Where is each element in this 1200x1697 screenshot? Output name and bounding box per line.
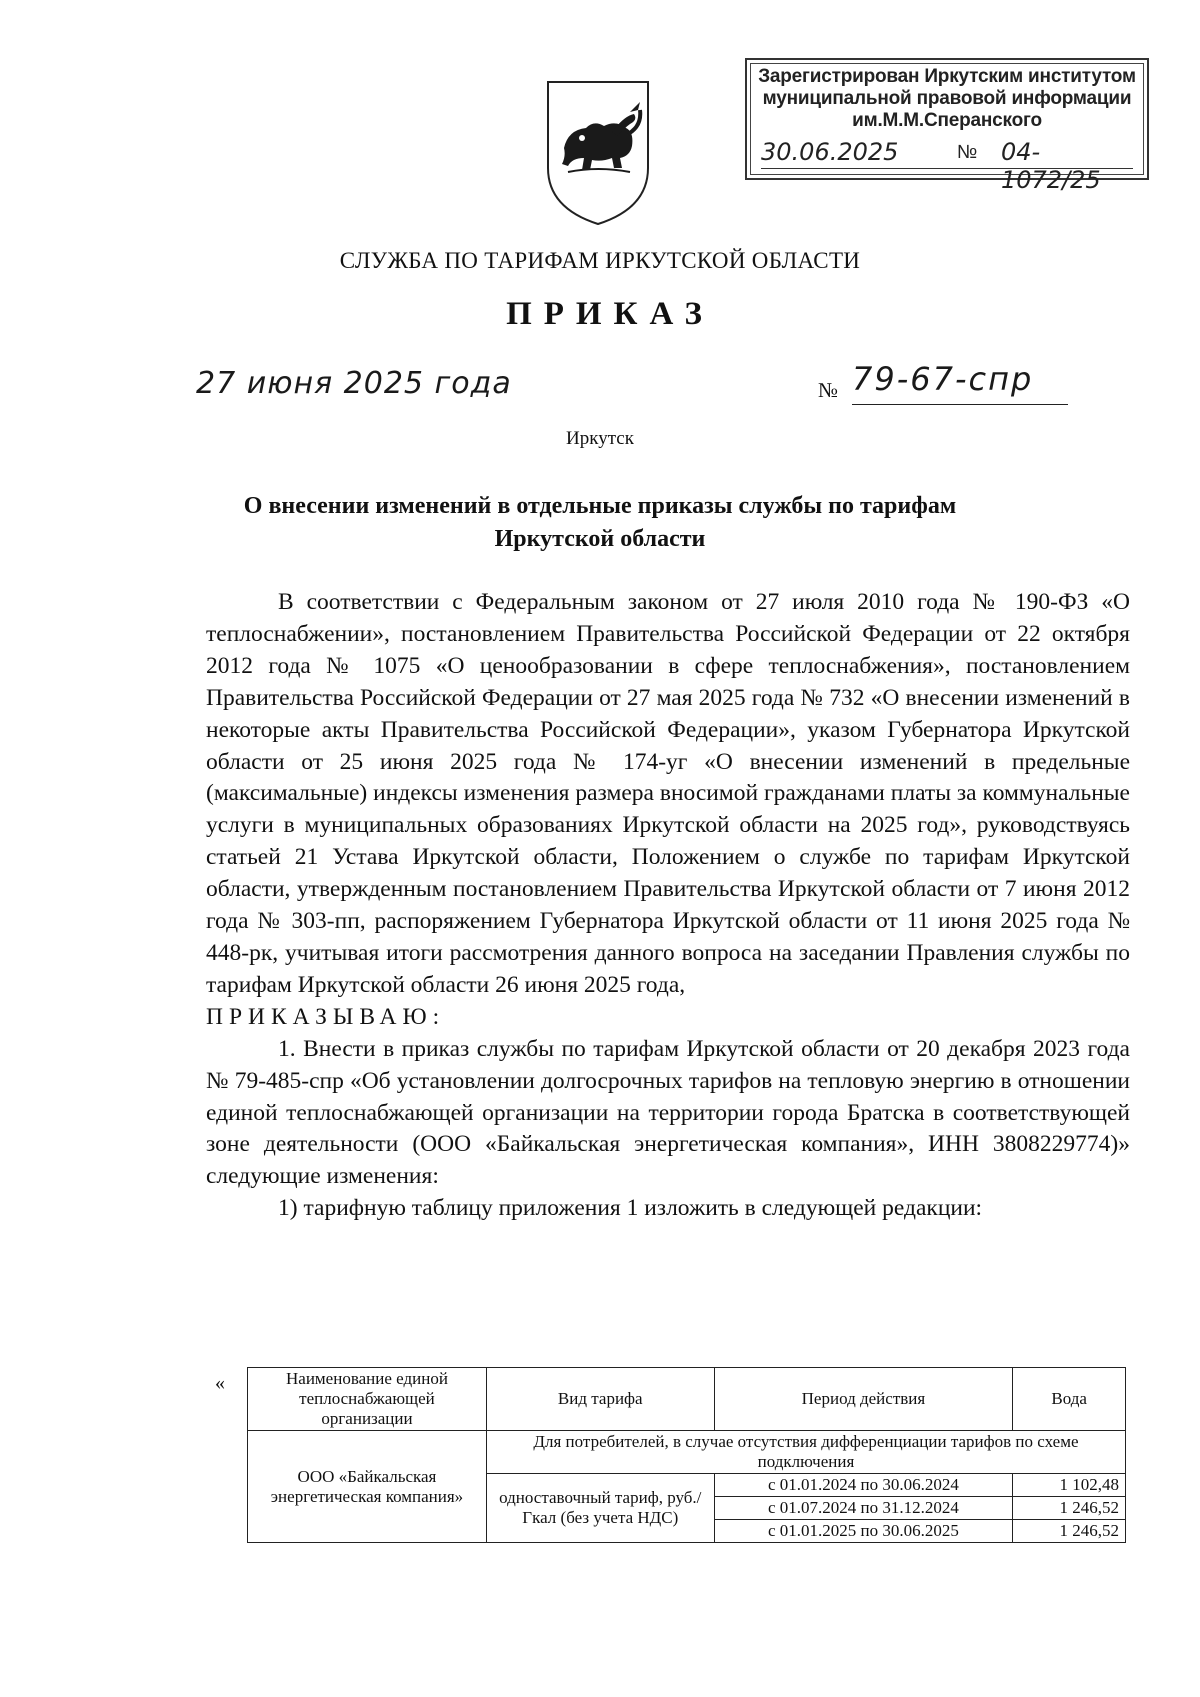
group-label-cell: Для потребителей, в случае отсутствия дифференциации тарифов по схеме подключения <box>486 1431 1125 1474</box>
document-title <box>150 490 1050 556</box>
stamp-registration-date: 30.06.2025 <box>761 138 899 166</box>
value-cell: 1 102,48 <box>1013 1474 1126 1497</box>
order-number: 79-67-спр <box>852 360 1034 398</box>
stamp-registration-row <box>761 138 1133 194</box>
stamp-registration-number: 04-1072/25 <box>1001 138 1101 194</box>
value-cell: 1 246,52 <box>1013 1520 1126 1543</box>
table-header-row <box>248 1368 1126 1431</box>
agency-name: СЛУЖБА ПО ТАРИФАМ ИРКУТСКОЙ ОБЛАСТИ <box>339 248 861 273</box>
header-period: Период действия <box>714 1368 1013 1431</box>
subitem-1-paragraph: 1) тарифную таблицу приложения 1 изложить в следующей редакции: <box>278 1195 983 1222</box>
stamp-line-2: муниципальной правовой информации <box>762 88 1132 109</box>
header-organization: Наименование единой теплоснабжающей организации <box>248 1368 487 1431</box>
header-water: Вода <box>1013 1368 1126 1431</box>
title-line-1: О внесении изменений в отдельные приказы службы по тарифам <box>243 493 957 519</box>
stamp-line-1: Зарегистрирован Иркутским институтом <box>758 66 1136 87</box>
title-line-2: Иркутской области <box>494 526 706 552</box>
stamp-number-sign: № <box>957 142 978 163</box>
period-cell: с 01.01.2025 по 30.06.2025 <box>714 1520 1013 1543</box>
document-type: ПРИКАЗ <box>506 296 714 332</box>
stamp-underline <box>761 168 1133 169</box>
table-open-quote: « <box>215 1372 225 1394</box>
table-row <box>248 1431 1126 1474</box>
period-cell: с 01.07.2024 по 31.12.2024 <box>714 1497 1013 1520</box>
stamp-line-3: им.М.М.Сперанского <box>852 110 1042 131</box>
city: Иркутск <box>566 428 634 449</box>
order-number-label: № <box>818 378 839 402</box>
item-1-paragraph: 1. Внести в приказ службы по тарифам Иркутской области от 20 декабря 2023 года № 79-485-спр «Об установлении долгосрочных тарифов на тепловую энергию в отношении единой теплоснабжающей организации на территории города Братска в соответствующей зоне деятельности (ООО «Байкальская энергетическая компания», ИНН 3808229774)» следующие изменения: <box>206 1035 1130 1190</box>
tariff-type-cell: одноставочный тариф, руб./Гкал (без учета НДС) <box>486 1474 714 1543</box>
order-date: 27 июня 2025 года <box>196 366 512 401</box>
irkutsk-coat-of-arms-icon <box>542 76 654 228</box>
value-cell: 1 246,52 <box>1013 1497 1126 1520</box>
document-body <box>206 587 1130 1225</box>
order-word: ПРИКАЗЫВАЮ: <box>206 1003 446 1030</box>
organization-cell: ООО «Байкальская энергетическая компания» <box>248 1431 487 1543</box>
period-cell: с 01.01.2024 по 30.06.2024 <box>714 1474 1013 1497</box>
order-number-underline <box>852 404 1068 405</box>
preamble-paragraph: В соответствии с Федеральным законом от 27 июля 2010 года № 190-ФЗ «О теплоснабжении», постановлением Правительства Российской Федерации от 22 октября 2012 года № 1075 «О ценообразовании в сфере теплоснабжения», постановлением Правительства Российской Федерации от 27 мая 2025 года № 732 «О внесении изменений в некоторые акты Правительства Российской Федерации», указом Губернатора Иркутской области от 25 июня 2025 года № 174-уг «О внесении изменений в предельные (максимальные) индексы изменения размера вносимой гражданами платы за коммунальные услуги в муниципальных образованиях Иркутской области на 2025 год», руководствуясь статьей 21 Устава Иркутской области, Положением о службе по тарифам Иркутской области, утвержденным постановлением Правительства Иркутской области от 7 июня 2012 года № 303-пп, распоряжением Губернатора Иркутской области от 11 июня 2025 года № 448-рк, учитывая итоги рассмотрения данного вопроса на заседании Правления службы по тарифам Иркутской области 26 июня 2025 года, <box>206 589 1130 998</box>
registration-stamp <box>745 58 1149 194</box>
tariff-table <box>247 1367 1126 1543</box>
header-tariff-type: Вид тарифа <box>486 1368 714 1431</box>
